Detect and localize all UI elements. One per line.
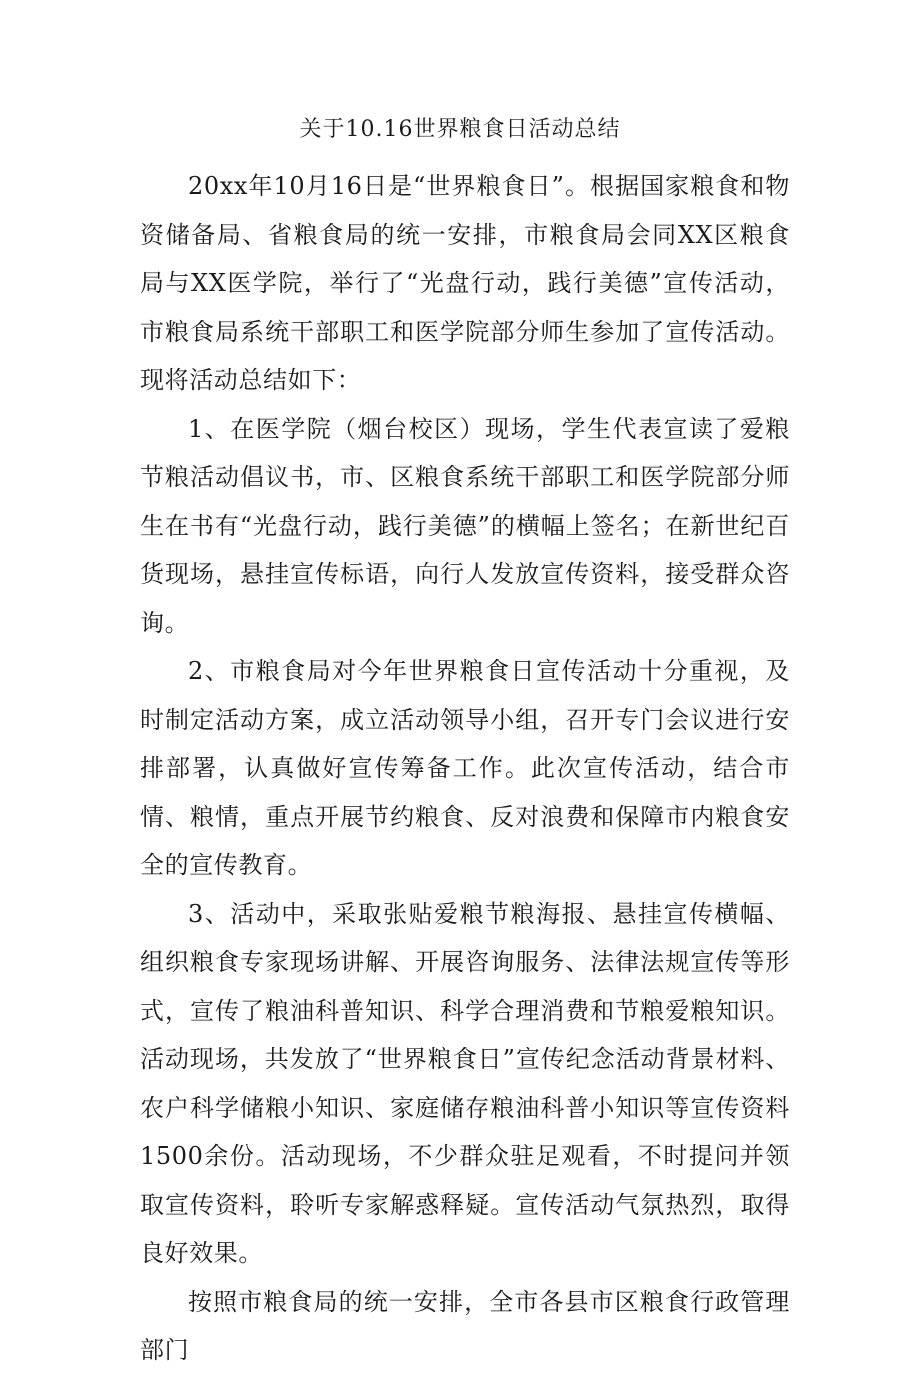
paragraph-continuation: 按照市粮食局的统一安排，全市各县市区粮食行政管理部门	[140, 1287, 790, 1364]
paragraph-item-2: 2、市粮食局对今年世界粮食日宣传活动十分重视，及时制定活动方案，成立活动领导小组，召开专门会议进行安排部署，认真做好宣传筹备工作。此次宣传活动，结合市情、粮情，重点开展节约粮食、反对浪费和保障市内粮食安全的宣传教育。	[140, 657, 790, 879]
paragraph-item-1: 1、在医学院（烟台校区）现场，学生代表宣读了爱粮节粮活动倡议书，市、区粮食系统干部职工和医学院部分师生在书有“光盘行动，践行美德”的横幅上签名；在新世纪百货现场，悬挂宣传标语，向行人发放宣传资料，接受群众咨询。	[140, 414, 790, 637]
document-body	[140, 162, 790, 1375]
paragraph-intro: 20xx年10月16日是“世界粮食日”。根据国家粮食和物资储备局、省粮食局的统一安排，市粮食局会同XX区粮食局与XX医学院，举行了“光盘行动，践行美德”宣传活动，市粮食局系统干部职工和医学院部分师生参加了宣传活动。现将活动总结如下：	[140, 172, 790, 394]
paragraph-item-3: 3、活动中，采取张贴爱粮节粮海报、悬挂宣传横幅、组织粮食专家现场讲解、开展咨询服务、法律法规宣传等形式，宣传了粮油科普知识、科学合理消费和节粮爱粮知识。活动现场，共发放了“世界粮食日”宣传纪念活动背景材料、农户科学储粮小知识、家庭储存粮油科普小知识等宣传资料1500余份。活动现场，不少群众驻足观看，不时提问并领取宣传资料，聆听专家解惑释疑。宣传活动气氛热烈，取得良好效果。	[140, 899, 790, 1267]
document-title: 关于10.16世界粮食日活动总结	[299, 117, 621, 142]
